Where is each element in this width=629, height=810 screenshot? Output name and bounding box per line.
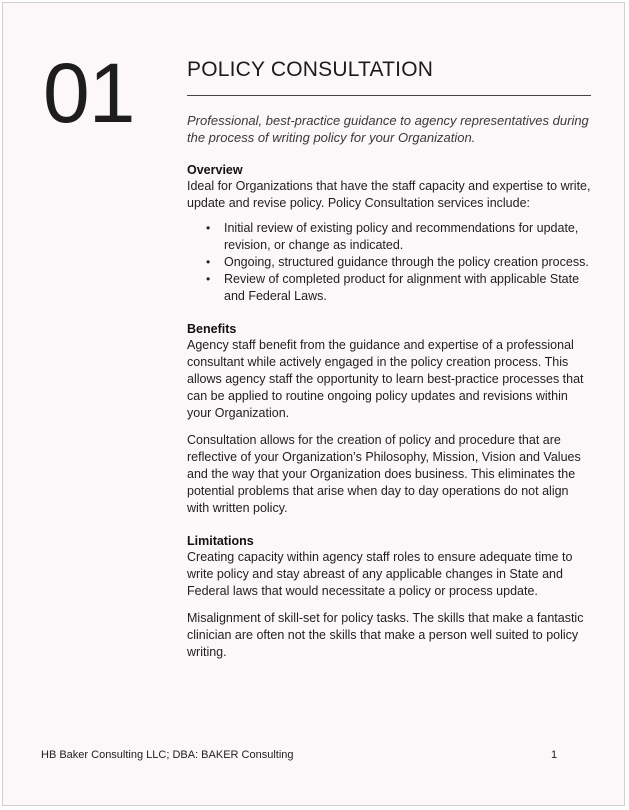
benefits-paragraph: Consultation allows for the creation of policy and procedure that are reflective of your Organization’s Philosophy, Mission, Vision and Values and the way that your Organization does business. This eliminates the potential problems that arise when day to day operations do not align with written policy. xyxy=(187,433,581,515)
limitations-paragraph: Creating capacity within agency staff roles to ensure adequate time to write policy and stay abreast of any applicable changes in State and Federal laws that would necessitate a policy or process update. xyxy=(187,550,573,598)
section-number: 01 xyxy=(43,46,135,140)
limitations-heading: Limitations xyxy=(187,534,254,548)
bullet-icon: • xyxy=(206,272,211,286)
section-subtitle: Professional, best-practice guidance to agency representatives during the process of writing policy for your Organization. xyxy=(187,113,589,145)
document-page xyxy=(2,2,625,806)
bullet-icon: • xyxy=(206,255,211,269)
overview-heading: Overview xyxy=(187,163,243,177)
page-number: 1 xyxy=(551,749,558,761)
list-item xyxy=(206,254,591,271)
list-item-text: Ongoing, structured guidance through the policy creation process. xyxy=(224,255,589,269)
benefits-paragraph: Agency staff benefit from the guidance and expertise of a professional consultant while actively engaged in the policy creation process. This allows agency staff the opportunity to learn best-practice processes that can be applied to routine ongoing policy updates and revisions within your Organization. xyxy=(187,338,584,420)
list-item-text: Review of completed product for alignment with applicable State and Federal Laws. xyxy=(224,272,580,303)
list-item xyxy=(206,271,591,305)
limitations-paragraph: Misalignment of skill-set for policy tasks. The skills that make a fantastic clinician are often not the skills that make a person well suited to policy writing. xyxy=(187,611,584,659)
footer-company: HB Baker Consulting LLC; DBA: BAKER Consulting xyxy=(41,749,294,761)
page-title: POLICY CONSULTATION xyxy=(187,57,591,96)
list-item-text: Initial review of existing policy and recommendations for update, revision, or change as indicated. xyxy=(224,221,579,252)
overview-bullet-list xyxy=(187,220,591,305)
benefits-heading: Benefits xyxy=(187,322,237,336)
bullet-icon: • xyxy=(206,221,211,235)
section-content xyxy=(187,57,591,661)
overview-text: Ideal for Organizations that have the staff capacity and expertise to write, update and revise policy. Policy Consultation services include: xyxy=(187,179,591,210)
list-item xyxy=(206,220,591,254)
